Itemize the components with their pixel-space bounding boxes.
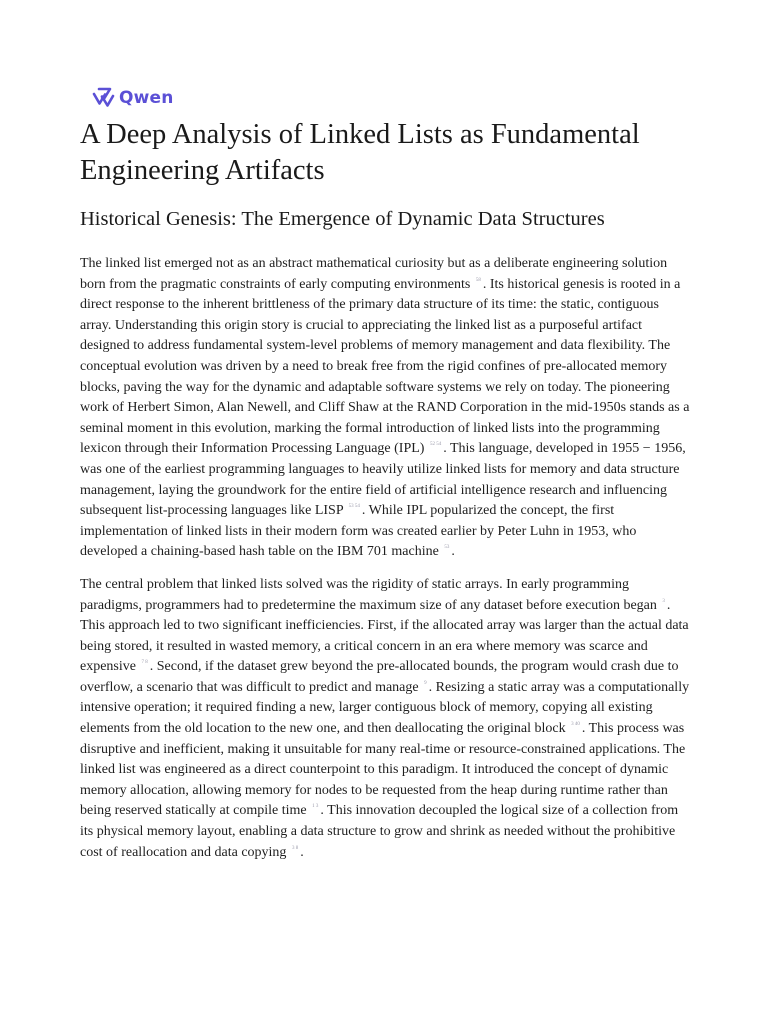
paragraph-text: . [451,544,455,560]
paragraph-text: The linked list emerged not as an abstract mathematical curiosity but as a deliberate engineering solution born from the pragmatic constraints of early computing environments [80,256,668,292]
citation-marker[interactable]: 3 8 [291,845,299,851]
qwen-logo-icon [90,85,116,111]
citation-marker[interactable]: 52 54 [429,442,442,448]
paragraph-historical-genesis [80,254,692,563]
paragraph-text: . [300,844,304,860]
paragraph-text: . Resizing a static array was a computationally intensive operation; it required finding a new, larger contiguous block of memory, copying all existing elements from the old location to the new one, and then deallocating the original block [80,679,690,737]
brand-logo [90,84,692,112]
citation-marker[interactable]: 1 3 [312,804,319,810]
paragraph-text: . This innovation decoupled the logical size of a collection from its physical memory layout, enabling a data structure to grow and shrink as needed without the prohibitive cost of reallocation and data copying [80,803,679,860]
paragraph-text: . While IPL popularized the concept, the first implementation of linked lists in their modern form was created earlier by Peter Luhn in 1953, who developed a chaining-based hash table on the IBM 701 machine [80,503,637,560]
citation-marker[interactable]: 53 54 [348,504,360,510]
paragraph-text: . Second, if the dataset grew beyond the pre-allocated bounds, the program would crash due to overflow, a scenario that was difficult to predict and manage [80,659,679,695]
citation-marker[interactable]: 7 8 [141,660,148,666]
citation-marker[interactable]: 58 [475,277,481,283]
citation-marker[interactable]: 3 [662,598,665,604]
document-page [80,84,692,863]
section-heading: Historical Genesis: The Emergence of Dynamic Data Structures [80,208,605,230]
citation-marker[interactable]: 9 [424,680,427,686]
citation-marker[interactable]: 53 [444,545,450,551]
paragraph-static-arrays [80,575,692,863]
paragraph-text: . This process was disruptive and inefficient, making it unsuitable for many real-time or resource-constrained applications. The linked list was engineered as a direct counterpoint to this paradigm. It introduced the concept of dynamic memory allocation, allowing memory for nodes to be requested from the heap during runtime rather than being reserved statically at compile time [80,721,686,819]
paragraph-text: . This language, developed in 1955 − 1956, was one of the earliest programming languages to heavily utilize linked lists for memory and data structure management, laying the groundwork for the entire field of artificial intelligence research and influencing subsequent list-processing languages like LISP [80,441,686,519]
paragraph-text: . Its historical genesis is rooted in a direct response to the inherent brittleness of the primary data structure of its time: the static, contiguous array. Understanding this origin story is crucial to appreciating the linked list as a purposeful artifact designed to address fundamental system-level problems of memory management and data flexibility. The conceptual evolution was driven by a need to break free from the rigid confines of pre-allocated memory blocks, paving the way for the dynamic and adaptable software systems we rely on today. The pioneering work of Herbert Simon, Alan Newell, and Cliff Shaw at the RAND Corporation in the mid-1950s stands as a seminal moment in this evolution, marking the formal introduction of linked lists into the programming lexicon through their Information Processing Language (IPL) [80,276,690,457]
citation-marker[interactable]: 3 40 [571,722,580,728]
paragraph-text: The central problem that linked lists solved was the rigidity of static arrays. In early programming paradigms, programmers had to predetermine the maximum size of any dataset before execution began [80,576,661,613]
document-title: A Deep Analysis of Linked Lists as Fundamental Engineering Artifacts [80,119,640,186]
brand-name: Qwen [119,88,174,108]
paragraph-text: . This approach led to two significant inefficiencies. First, if the allocated array was larger than the actual data being stored, it resulted in wasted memory, a critical concern in an era where memory was scarce and expensive [80,597,689,675]
